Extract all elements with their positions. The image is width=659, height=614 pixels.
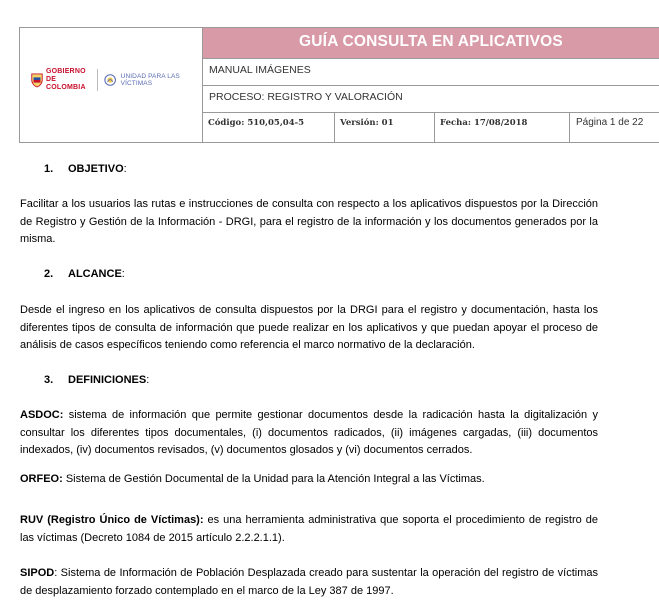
definition-sipod	[20, 565, 598, 600]
section-2-heading	[68, 268, 125, 280]
definition-term: ASDOC:	[20, 409, 64, 421]
manual-row	[203, 59, 659, 86]
proceso-row	[203, 86, 659, 113]
section-2-title: ALCANCE	[68, 268, 122, 280]
section-2-colon: :	[121, 268, 125, 280]
gobierno-logo	[30, 68, 91, 92]
version-cell	[335, 113, 435, 142]
codigo-cell	[203, 113, 335, 142]
gobierno-line1: GOBIERNO	[46, 68, 86, 75]
section-3-number: 3.	[44, 374, 54, 386]
logo-divider	[97, 69, 98, 91]
section-3-title: DEFINICIONES	[68, 374, 147, 386]
definition-term: RUV (Registro Único de Víctimas):	[20, 514, 204, 526]
definition-text: sistema de información que permite gestionar documentos desde la radicación hasta la digitalización y consultar los diferentes tipos documentales, (i) documentos radicados, (ii) imágenes cargadas, (iii) documentos indexados, (iv) documentos revisados, (v) documentos glosados y (vi) documentos cerrados.	[20, 409, 598, 456]
logos	[30, 68, 202, 92]
pagina-label: Página 1 de 22	[576, 117, 644, 128]
colombia-shield-icon	[30, 71, 44, 89]
section-2-body: Desde el ingreso en los aplicativos de consulta dispuestos por la DRGI para el registro y documentación, hasta los diferentes tipos de consulta de información que puede realizar en los aplicativos y que puedan apoyar el proceso de análisis de casos específicos teniendo como referencia el marco normativo de la declaración.	[20, 304, 598, 351]
gobierno-logo-text	[46, 68, 91, 92]
definition-text: : Sistema de Información de Población Desplazada creado para sustentar la operación del registro de víctimas de desplazamiento forzado contemplado en el marco de la Ley 387 de 1997.	[20, 567, 598, 597]
section-1-colon: :	[123, 163, 127, 175]
section-2-number: 2.	[44, 268, 54, 280]
document-title: GUÍA CONSULTA EN APLICATIVOS	[299, 33, 563, 50]
codigo-label: Código: 510,05,04-5	[208, 118, 305, 128]
section-3-colon: :	[146, 374, 150, 386]
meta-row	[203, 113, 659, 142]
section-1-body: Facilitar a los usuarios las rutas e instrucciones de consulta con respecto a los aplicativos dispuestos por la Dirección de Registro y Gestión de la Información - DRGI, para el registro de la información y los documentos generados por la misma.	[20, 198, 598, 245]
manual-label: MANUAL IMÁGENES	[209, 64, 311, 76]
pagina-cell	[570, 113, 659, 142]
definition-asdoc	[20, 407, 598, 460]
fecha-cell	[435, 113, 570, 142]
section-1-number: 1.	[44, 163, 54, 175]
section-1-heading	[68, 163, 127, 175]
title-cell	[203, 28, 659, 59]
definition-orfeo	[20, 471, 598, 489]
section-1-title: OBJETIVO	[68, 163, 124, 175]
document-header	[19, 27, 659, 143]
definition-text: Sistema de Gestión Documental de la Unidad para la Atención Integral a las Víctimas.	[62, 473, 485, 485]
section-3-heading	[68, 374, 149, 386]
gobierno-line2: DE COLOMBIA	[46, 76, 86, 91]
definition-ruv	[20, 512, 598, 547]
unidad-victimas-icon	[104, 73, 116, 87]
unidad-victimas-text: UNIDAD PARA LAS VÍCTIMAS	[120, 73, 180, 87]
logo-cell	[20, 28, 203, 142]
definition-term: SIPOD	[20, 567, 55, 579]
definition-term: ORFEO:	[20, 473, 63, 485]
definition-text: es una herramienta administrativa que soporta el procedimiento de registro de las víctimas (Decreto 1084 de 2015 artículo 2.2.2.1.1).	[20, 514, 598, 544]
version-label: Versión: 01	[340, 118, 394, 128]
fecha-label: Fecha: 17/08/2018	[440, 118, 528, 128]
proceso-label: PROCESO: REGISTRO Y VALORACIÓN	[209, 91, 403, 103]
